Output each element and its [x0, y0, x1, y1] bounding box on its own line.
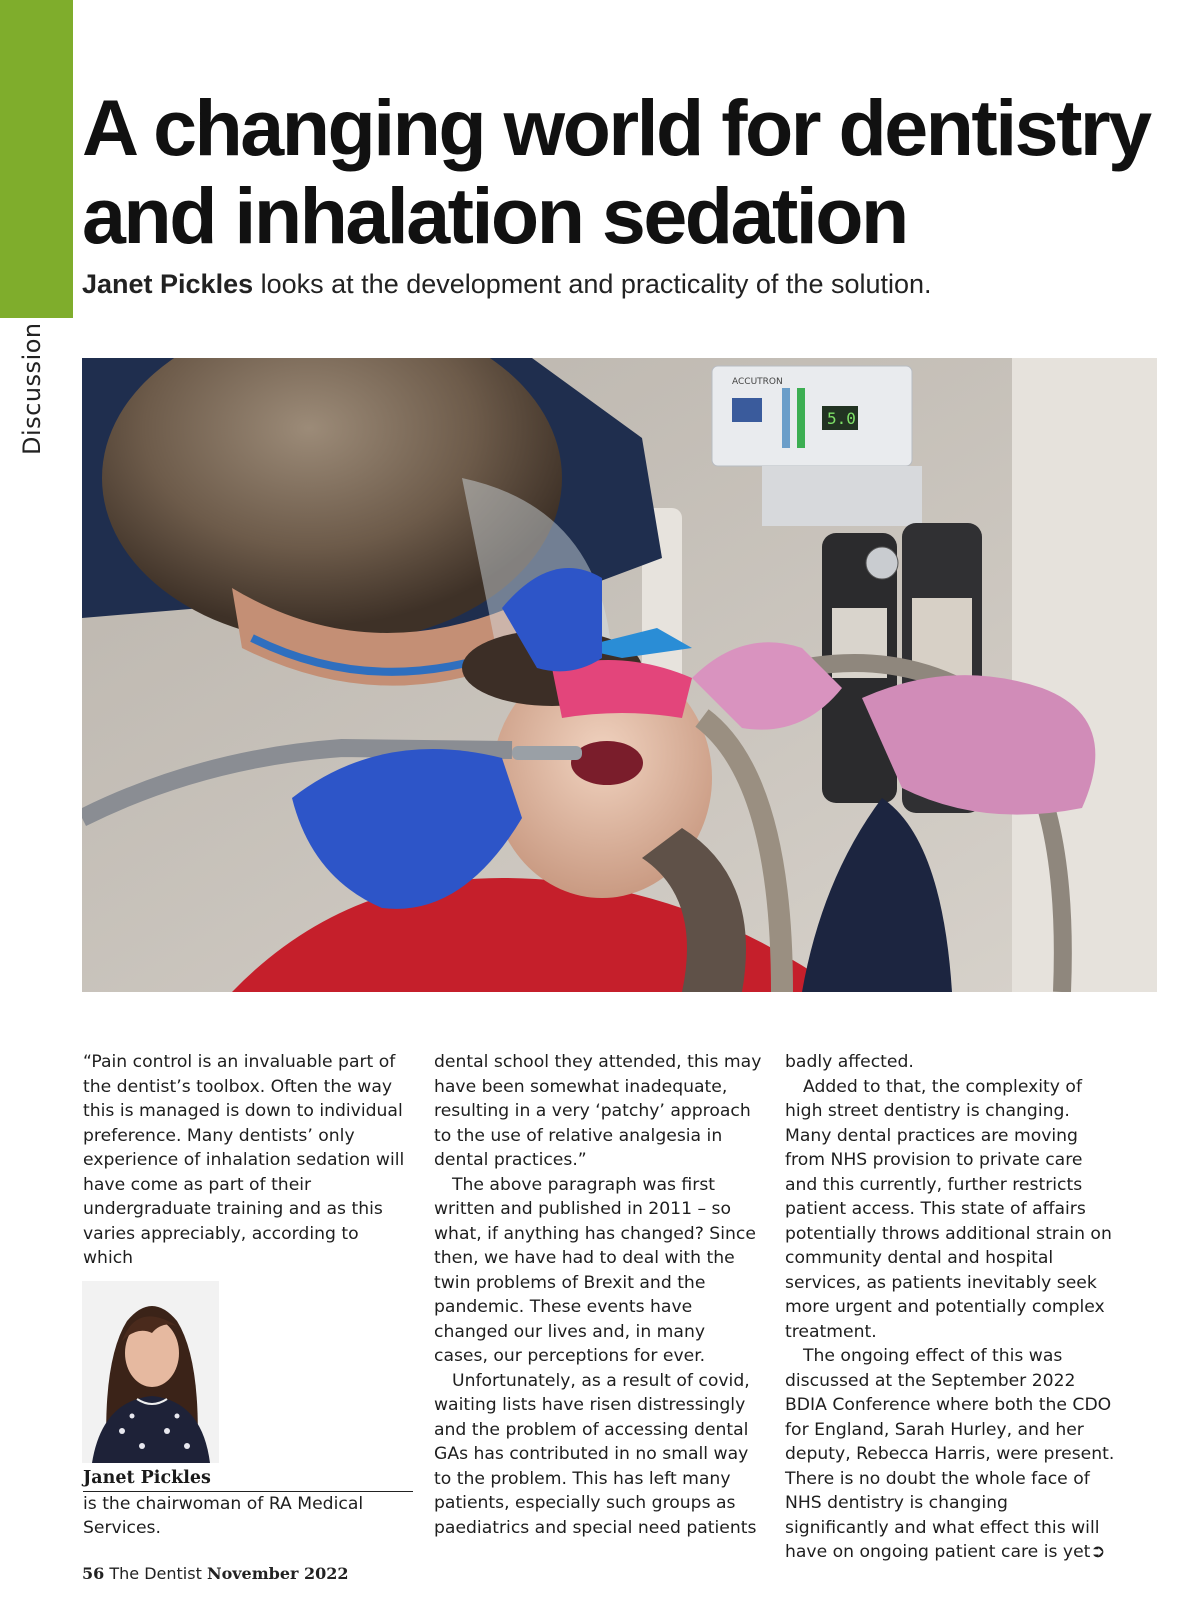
- body-column-3: [785, 1050, 1115, 1565]
- publication-name: The Dentist: [109, 1564, 202, 1583]
- body-paragraph: Added to that, the complexity of high street dentistry is changing. Many dental practices are moving from NHS provision to private care and this currently, further restricts patient access. This state of affairs potentially throws additional strain on community dental and hospital services, as patients inevitably seek more urgent and potentially complex treatment.: [785, 1076, 1112, 1342]
- article-title-line-1: A changing world for dentistry: [82, 83, 1150, 172]
- body-paragraph-text: The ongoing effect of this was discussed at the September 2022 BDIA Conference where both the CDO for England, Sarah Hurley, and her deputy, Rebecca Harris, were present. There is no doubt the whole face of NHS dentistry is changing significantly and what effect this will have on ongoing patient care is yet: [785, 1346, 1115, 1562]
- dental-treatment-illustration: [82, 358, 1157, 992]
- article-title: [82, 84, 1162, 260]
- body-column-2: [434, 1050, 764, 1540]
- article-title-line-2: and inhalation sedation: [82, 171, 907, 260]
- standfirst-text: looks at the development and practicality of the solution.: [253, 269, 932, 299]
- continue-arrow-icon: ➲: [1090, 1541, 1106, 1562]
- main-photo: [82, 358, 1157, 992]
- author-bio: is the chairwoman of RA Medical Services.: [83, 1494, 364, 1538]
- author-portrait-illustration: [82, 1281, 219, 1463]
- body-paragraph: dental school they attended, this may have been somewhat inadequate, resulting in a very ‘patchy’ approach to the use of relative analgesia in dental practices.”: [434, 1052, 762, 1170]
- author-box: [83, 1467, 413, 1540]
- body-column-1: [83, 1050, 413, 1271]
- flow-display-value: 5.0: [827, 409, 856, 428]
- page-footer: [82, 1564, 349, 1583]
- body-paragraph: The above paragraph was first written and published in 2011 – so what, if anything has changed? Since then, we have had to deal with the twin problems of Brexit and the pandemic. These events have changed our lives and, in many cases, our perceptions for ever.: [434, 1174, 756, 1366]
- device-brand-label: ACCUTRON: [732, 377, 783, 387]
- issue-date: November 2022: [206, 1564, 349, 1583]
- body-paragraph: “Pain control is an invaluable part of the dentist’s toolbox. Often the way this is managed is down to individual preference. Many dentists’ only experience of inhalation sedation will have come as part of their undergraduate training and as this varies appreciably, according to which: [83, 1052, 405, 1268]
- standfirst: [82, 266, 1162, 302]
- author-name: Janet Pickles: [83, 1467, 413, 1492]
- page-number: 56: [82, 1564, 105, 1583]
- body-paragraph: Unfortunately, as a result of covid, waiting lists have risen distressingly and the problem of accessing dental GAs has contributed in no small way to the problem. This has left many patients, especially such groups as paediatrics and special need patients: [434, 1370, 757, 1538]
- body-paragraph-last: [785, 1344, 1115, 1565]
- section-color-bar: [0, 0, 73, 318]
- standfirst-author: Janet Pickles: [82, 269, 254, 299]
- author-photo: [82, 1281, 219, 1463]
- body-paragraph: badly affected.: [785, 1052, 914, 1072]
- section-label: Discussion: [18, 322, 46, 455]
